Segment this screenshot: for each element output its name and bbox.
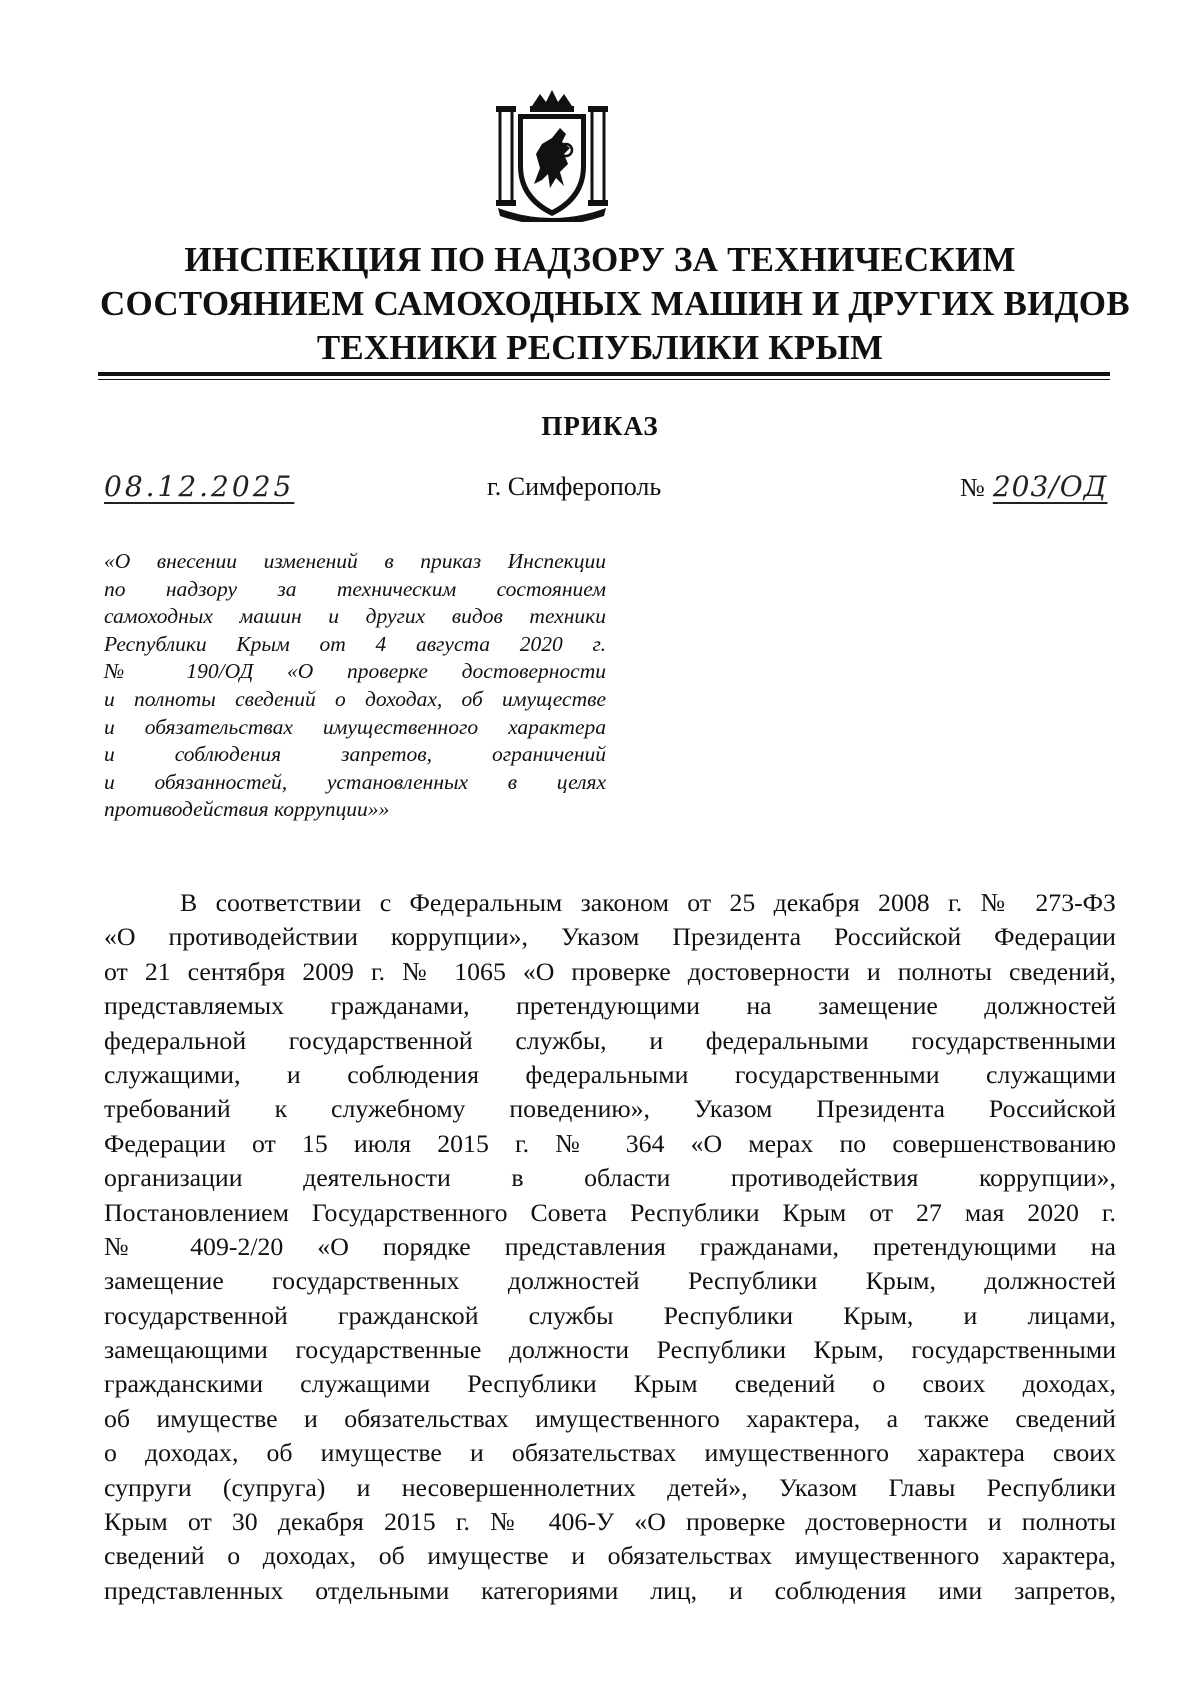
subject-line: и полноты сведений о доходах, об имуществе [104,686,606,711]
body-line: федеральной государственной службы, и федеральными государственными [104,1025,1116,1055]
header-divider-thick [98,372,1110,376]
body-line: представляемых гражданами, претендующими на замещение должностей [104,991,1116,1021]
subject-line: «О внесении изменений в приказ Инспекции [104,549,606,573]
organization-title-line: ИНСПЕКЦИЯ ПО НАДЗОРУ ЗА ТЕХНИЧЕСКИМ [184,240,1016,279]
body-line: Федерации от 15 июля 2015 г. № 364 «О мерах по совершенствованию [104,1128,1116,1158]
organization-title-line: ТЕХНИКИ РЕСПУБЛИКИ КРЫМ [316,328,884,367]
body-line: супруги (супруга) и несовершеннолетних детей», Указом Главы Республики [104,1472,1116,1502]
order-date: 08.12.2025 [104,470,295,503]
body-line: об имуществе и обязательствах имущественного характера, а также сведений [104,1403,1116,1433]
subject-line: противодействия коррупции»» [104,797,390,822]
document-type: ПРИКАЗ [541,411,659,441]
subject-line: и соблюдения запретов, ограничений [104,742,606,767]
body-line: государственной гражданской службы Республики Крым, и лицами, [104,1300,1116,1330]
body-line: гражданскими служащими Республики Крым сведений о своих доходах, [104,1369,1116,1399]
order-number-value: 203/ОД [992,470,1108,503]
body-line: сведений о доходах, об имуществе и обязательствах имущественного характера, [104,1541,1116,1571]
organization-title-line: СОСТОЯНИЕМ САМОХОДНЫХ МАШИН И ДРУГИХ ВИДОВ [100,284,1130,323]
subject-line: и обязательствах имущественного характера [104,714,606,739]
number-sign: № [960,473,985,502]
header-divider-thin [98,379,1110,380]
body-line: требований к служебному поведению», Указом Президента Российской [104,1094,1116,1124]
order-subject [104,548,606,824]
body-line: служащими, и соблюдения федеральными государственными служащими [104,1059,1116,1089]
body-line: № 409-2/20 «О порядке представления гражданами, претендующими на [104,1231,1116,1261]
subject-line: Республики Крым от 4 августа 2020 г. [104,631,606,656]
order-number [960,470,1107,503]
subject-line: № 190/ОД «О проверке достоверности [104,659,606,684]
body-line: от 21 сентября 2009 г. № 1065 «О проверке достоверности и полноты сведений, [104,956,1116,986]
body-line: В соответствии с Федеральным законом от 25 декабря 2008 г. № 273-ФЗ [180,888,1116,917]
order-body [104,886,1116,1608]
body-line: организации деятельности в области противодействия коррупции», [104,1163,1116,1193]
crimea-coat-of-arms-icon [494,88,610,222]
subject-line: по надзору за техническим состоянием [104,576,606,601]
body-line: замещающими государственные должности Республики Крым, государственными [104,1335,1116,1365]
order-city: г. Симферополь [487,472,662,501]
body-line: представленных отдельными категориями лиц, и соблюдения ими запретов, [104,1575,1116,1605]
body-line: замещение государственных должностей Республики Крым, должностей [104,1266,1116,1296]
organization-title [100,238,1130,370]
subject-line: и обязанностей, установленных в целях [104,769,606,794]
body-line: о доходах, об имуществе и обязательствах имущественного характера своих [104,1438,1116,1468]
subject-line: самоходных машин и других видов техники [104,604,606,629]
body-line: Крым от 30 декабря 2015 г. № 406-У «О проверке достоверности и полноты [104,1507,1116,1537]
body-line: Постановлением Государственного Совета Республики Крым от 27 мая 2020 г. [104,1197,1116,1227]
body-line: «О противодействии коррупции», Указом Президента Российской Федерации [104,922,1116,952]
